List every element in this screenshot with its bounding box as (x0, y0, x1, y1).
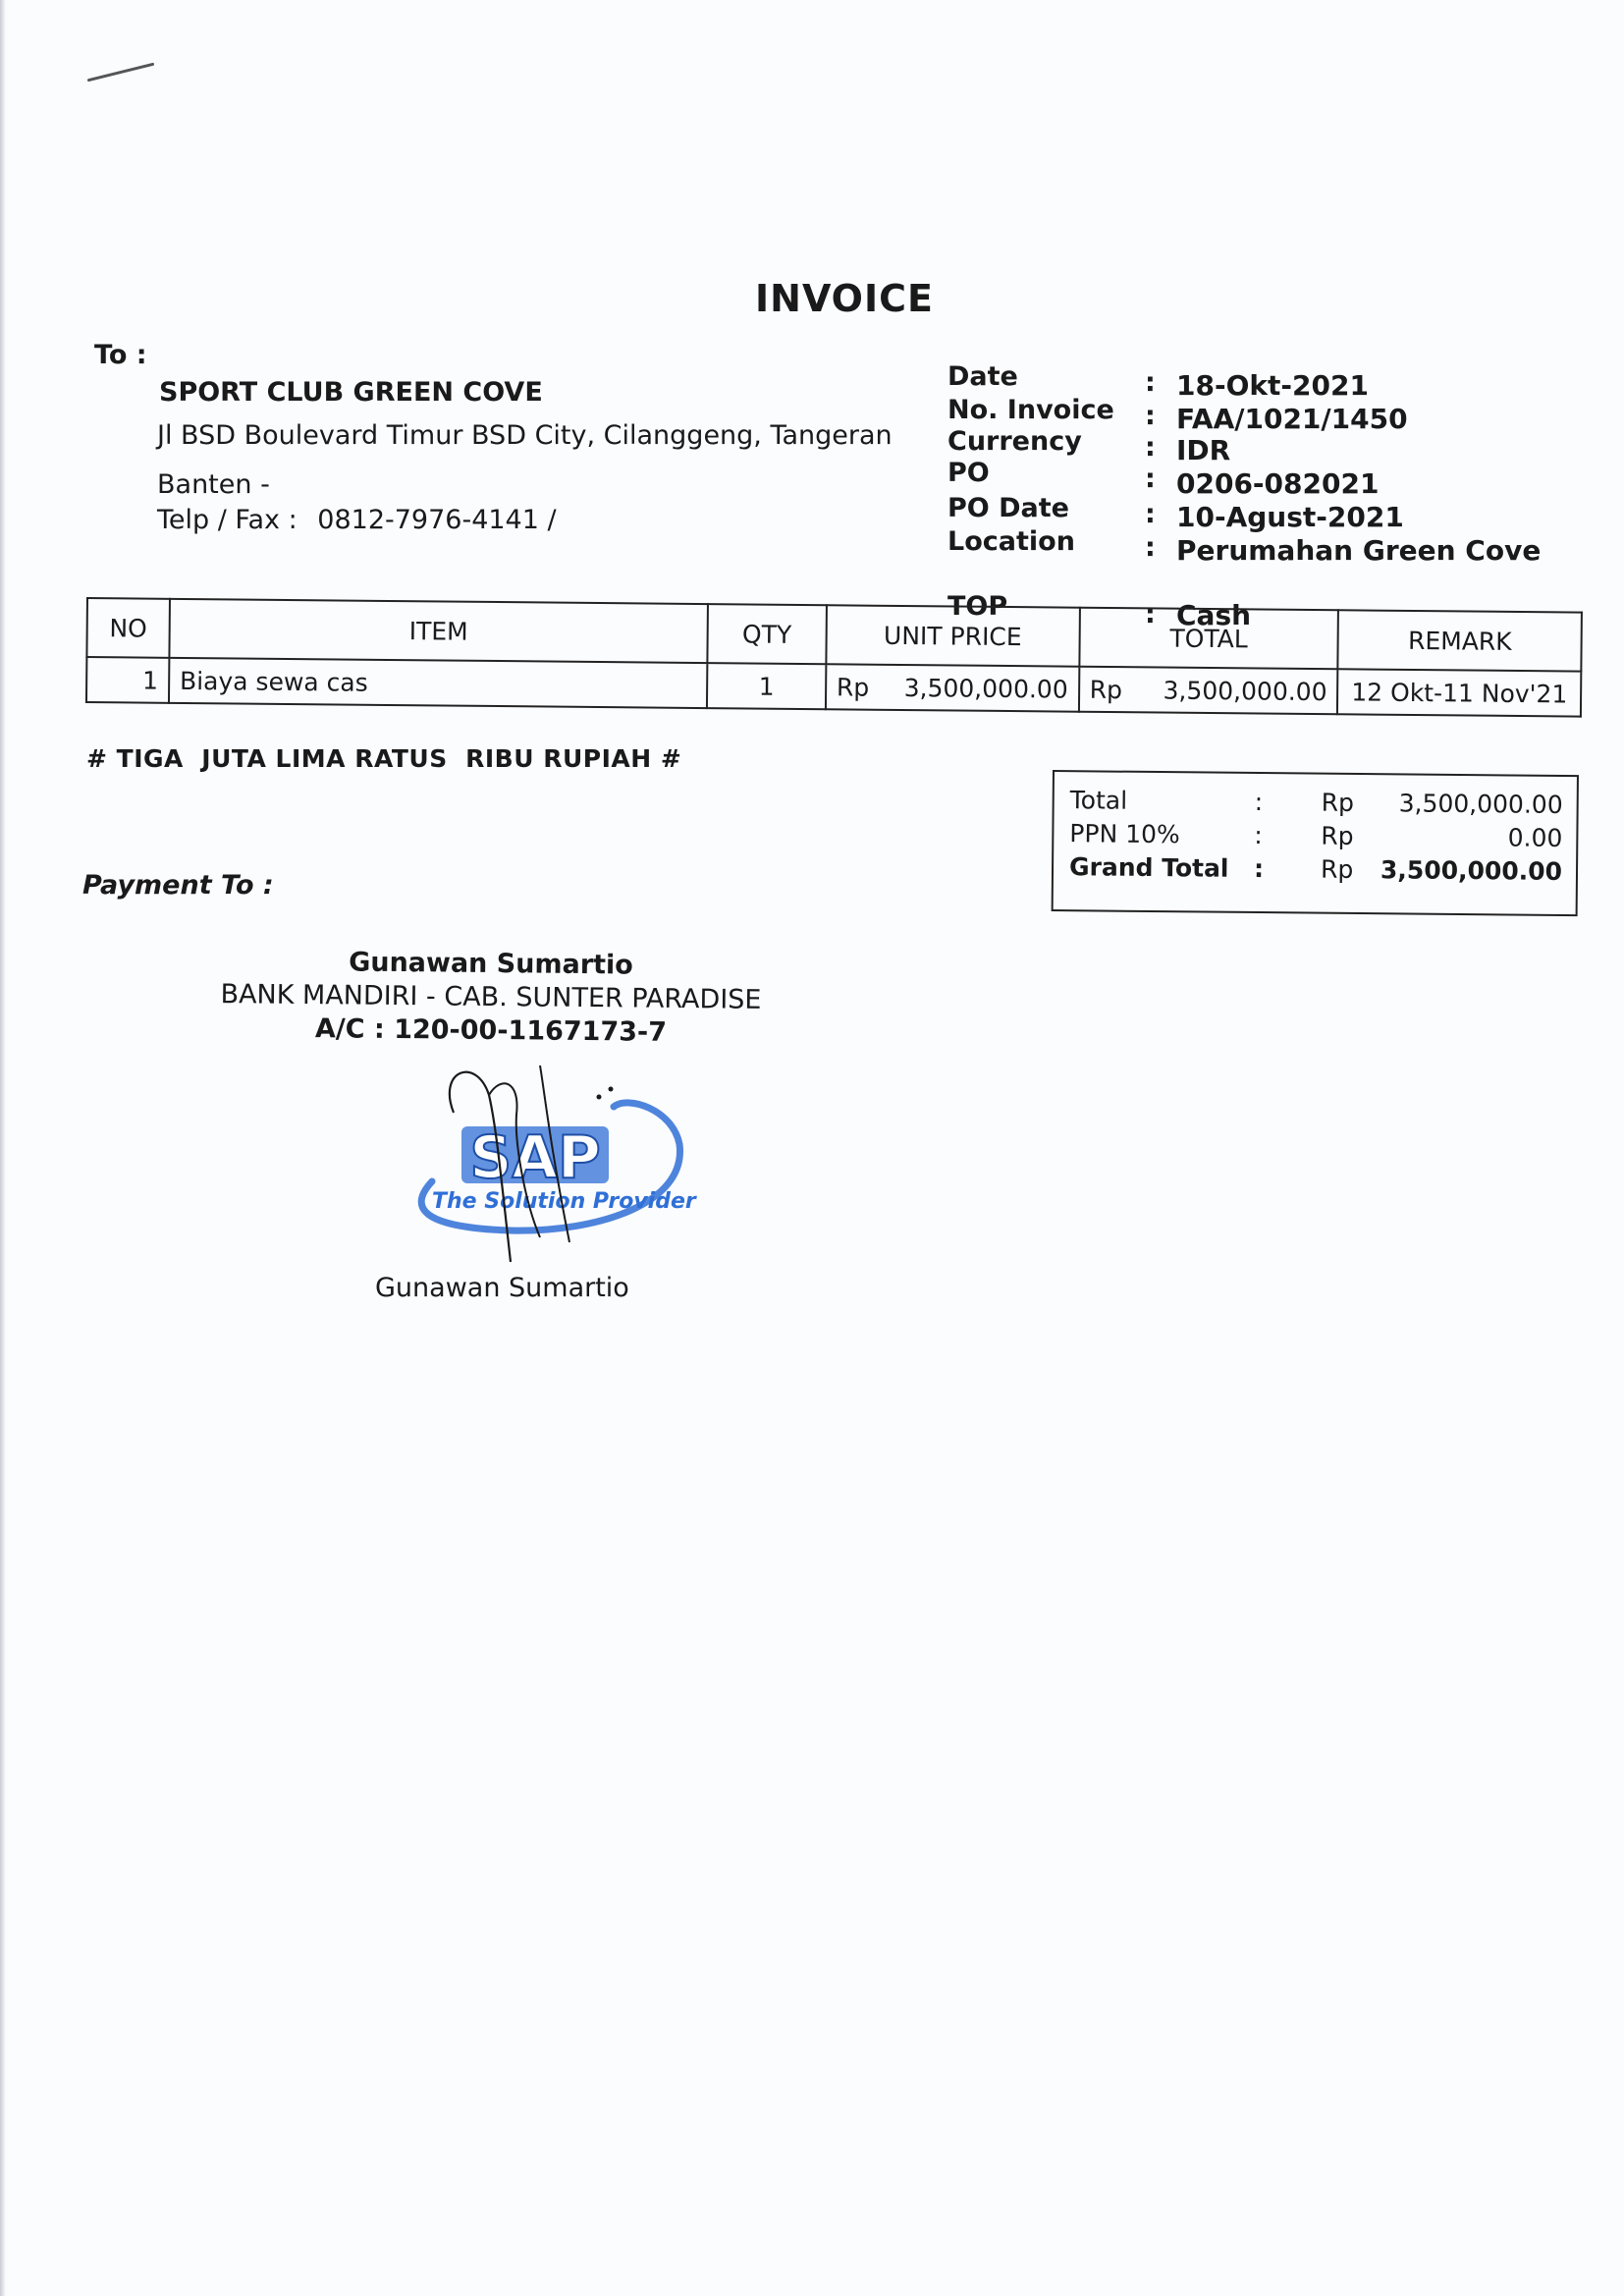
header-item: ITEM (169, 599, 708, 663)
meta-label-po-date: PO Date (947, 493, 1069, 523)
meta-label-location: Location (947, 526, 1075, 557)
header-unit-price: UNIT PRICE (826, 605, 1079, 666)
payment-bank: BANK MANDIRI - CAB. SUNTER PARADISE (220, 979, 762, 1015)
meta-colon: : (1145, 499, 1156, 529)
summary-row-grand-total (1069, 852, 1562, 891)
summary-currency: Rp (1321, 788, 1355, 817)
meta-value-date: 18-Okt-2021 (1176, 369, 1369, 402)
row-unit-price-cell (826, 664, 1079, 711)
scan-edge (0, 0, 6, 2296)
summary-colon: : (1254, 787, 1264, 817)
amount-in-words: # TIGA JUTA LIMA RATUS RIBU RUPIAH # (86, 744, 682, 773)
row-total: 3,500,000.00 (1163, 676, 1327, 706)
phone-label: Telp / Fax : (157, 505, 298, 535)
row-total-currency: Rp (1089, 675, 1123, 704)
meta-colon: : (1145, 532, 1156, 563)
to-label: To : (94, 340, 147, 370)
pen-mark (87, 63, 155, 82)
meta-label-date: Date (947, 361, 1018, 392)
meta-value-location: Perumahan Green Cove (1176, 534, 1542, 567)
meta-colon: : (1145, 599, 1156, 629)
header-qty: QTY (707, 604, 826, 664)
summary-label: Grand Total (1068, 852, 1229, 883)
summary-currency: Rp (1320, 854, 1354, 884)
meta-label-currency: Currency (947, 426, 1082, 457)
summary-row-total (1070, 786, 1563, 824)
meta-label-po: PO (947, 458, 990, 488)
stamp-tagline: The Solution Provider (432, 1189, 696, 1214)
summary-amount: 0.00 (1507, 823, 1563, 852)
row-unit-currency: Rp (836, 672, 870, 702)
summary-label: Total (1069, 786, 1128, 815)
meta-value-invoice-no: FAA/1021/1450 (1176, 403, 1408, 435)
summary-row-ppn (1069, 819, 1562, 857)
signature-dot (609, 1087, 614, 1092)
meta-value-currency: IDR (1176, 434, 1231, 466)
meta-colon: : (1145, 401, 1156, 431)
meta-value-top: Cash (1176, 599, 1252, 631)
row-total-cell (1078, 667, 1337, 715)
summary-colon: : (1254, 820, 1263, 850)
summary-box (1052, 770, 1579, 916)
customer-name: SPORT CLUB GREEN COVE (159, 377, 543, 408)
summary-amount: 3,500,000.00 (1398, 789, 1563, 819)
row-qty: 1 (707, 663, 826, 709)
row-remark: 12 Okt-11 Nov'21 (1337, 669, 1581, 716)
signature-dot (597, 1095, 602, 1100)
invoice-title: INVOICE (755, 277, 934, 320)
customer-region: Banten - (157, 469, 270, 500)
customer-address: Jl BSD Boulevard Timur BSD City, Cilanggeng, Tangeran (157, 420, 893, 451)
row-unit-price: 3,500,000.00 (903, 673, 1068, 704)
items-table (85, 597, 1583, 718)
stamp-logo: SAP (469, 1123, 601, 1192)
header-remark: REMARK (1338, 610, 1582, 671)
meta-colon: : (1145, 367, 1156, 398)
header-no: NO (86, 598, 169, 658)
meta-value-po-date: 10-Agust-2021 (1176, 501, 1404, 533)
header-total: TOTAL (1079, 608, 1338, 670)
meta-label-top: TOP (947, 591, 1008, 622)
summary-label: PPN 10% (1069, 819, 1180, 849)
payment-to-label: Payment To : (82, 870, 274, 901)
summary-colon: : (1253, 853, 1265, 884)
payment-account: A/C : 120-00-1167173-7 (314, 1013, 668, 1048)
meta-label-invoice-no: No. Invoice (947, 395, 1114, 425)
customer-phone-line (157, 505, 557, 535)
row-no: 1 (86, 657, 169, 703)
summary-currency: Rp (1321, 821, 1354, 850)
company-stamp (393, 1056, 697, 1272)
signer-name: Gunawan Sumartio (375, 1273, 629, 1303)
meta-value-po: 0206-082021 (1176, 467, 1380, 500)
phone-value: 0812-7976-4141 / (317, 505, 557, 535)
payment-name: Gunawan Sumartio (349, 947, 633, 981)
summary-amount: 3,500,000.00 (1380, 855, 1563, 886)
meta-colon: : (1145, 464, 1156, 494)
meta-colon: : (1145, 432, 1156, 463)
row-item: Biaya sewa cas (169, 658, 708, 708)
